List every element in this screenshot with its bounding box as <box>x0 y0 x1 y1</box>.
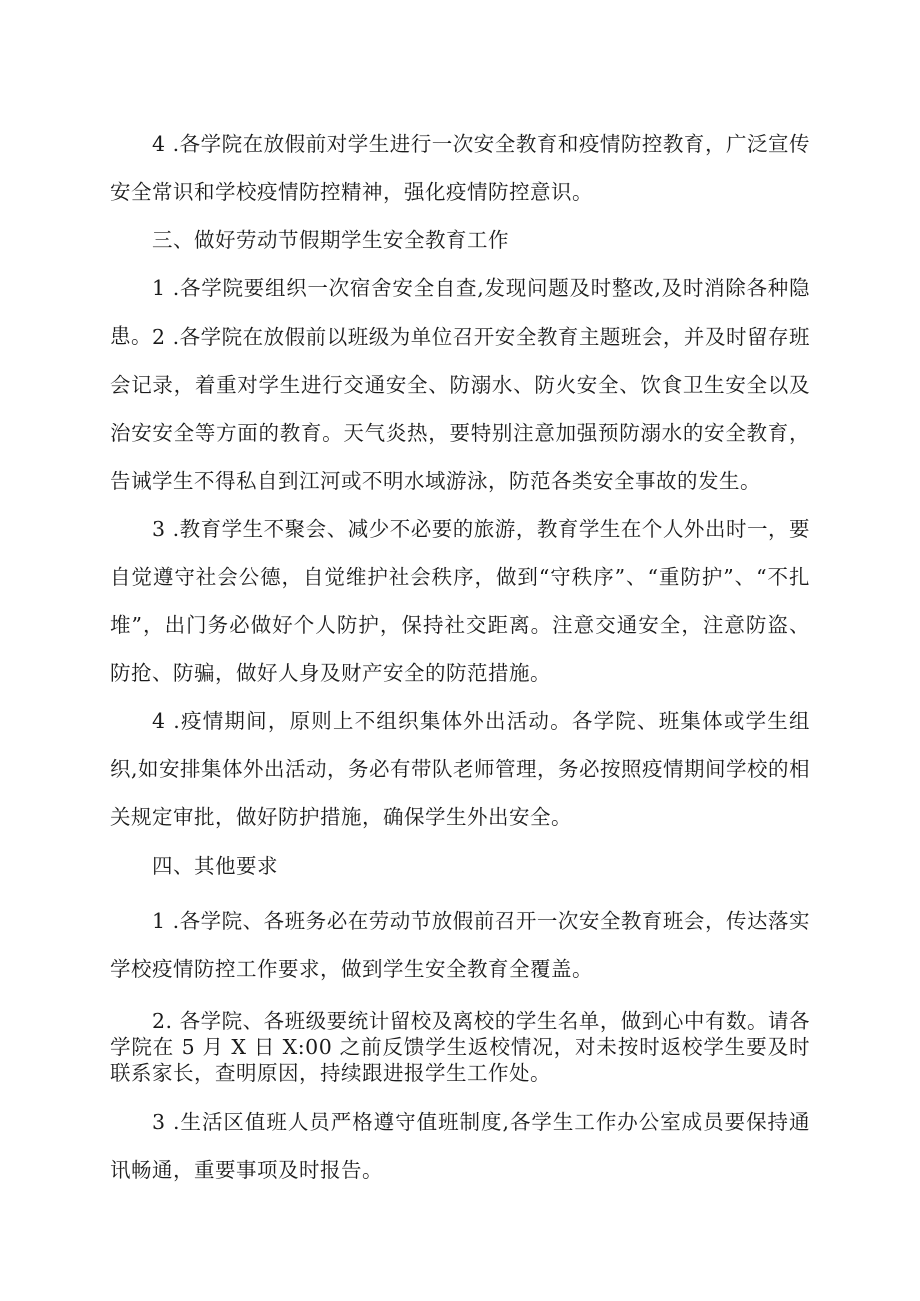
paragraph-class-meeting-requirement: 1 .各学院、各班务必在劳动节放假前召开一次安全教育班会，传达落实学校疫情防控工作要求，做到学生安全教育全覆盖。 <box>110 909 810 981</box>
paragraph-class-meeting: 2 .各学院在放假前以班级为单位召开安全教育主题班会，并及时留存班会记录，着重对学生进行交通安全、防溺水、防火安全、饮食卫生安全以及治安安全等方面的教育。天气炎热，要特别注意加强预防溺水的安全教育，告诫学生不得私自到江河或不明水域游泳，防范各类安全事故的发生。 <box>110 325 810 493</box>
paragraph-dorm-check: 1 .各学院要组织一次宿舍安全自查,发现问题及时整改,及时消除各种隐患。 <box>110 276 810 348</box>
section-heading-4: 四、其他要求 <box>152 854 278 878</box>
paragraph-duty-staff: 3 .生活区值班人员严格遵守值班制度,各学生工作办公室成员要保持通讯畅通，重要事项及时报告。 <box>110 1110 810 1182</box>
paragraph-travel-guidance: 3 .教育学生不聚会、减少不必要的旅游，教育学生在个人外出时一，要自觉遵守社会公德，自觉维护社会秩序，做到“守秩序”、“重防护”、“不扎堆”，出门务必做好个人防护，保持社交距离。注意交通安全，注意防盗、防抢、防骗，做好人身及财产安全的防范措施。 <box>110 517 810 685</box>
section-heading-3: 三、做好劳动节假期学生安全教育工作 <box>152 228 509 252</box>
paragraph-student-list: 2. 各学院、各班级要统计留校及离校的学生名单，做到心中有数。请各学院在 5 月 X 日 X:00 之前反馈学生返校情况，对未按时返校学生要及时联系家长，查明原因，持续跟进报学生工作处。 <box>110 1009 810 1085</box>
paragraph-group-activities: 4 .疫情期间，原则上不组织集体外出活动。各学院、班集体或学生组织,如安排集体外出活动，务必有带队老师管理，务必按照疫情期间学校的相关规定审批，做好防护措施，确保学生外出安全。 <box>110 709 811 829</box>
paragraph-safety-education: 4 .各学院在放假前对学生进行一次安全教育和疫情防控教育，广泛宣传安全常识和学校疫情防控精神，强化疫情防控意识。 <box>110 132 810 204</box>
